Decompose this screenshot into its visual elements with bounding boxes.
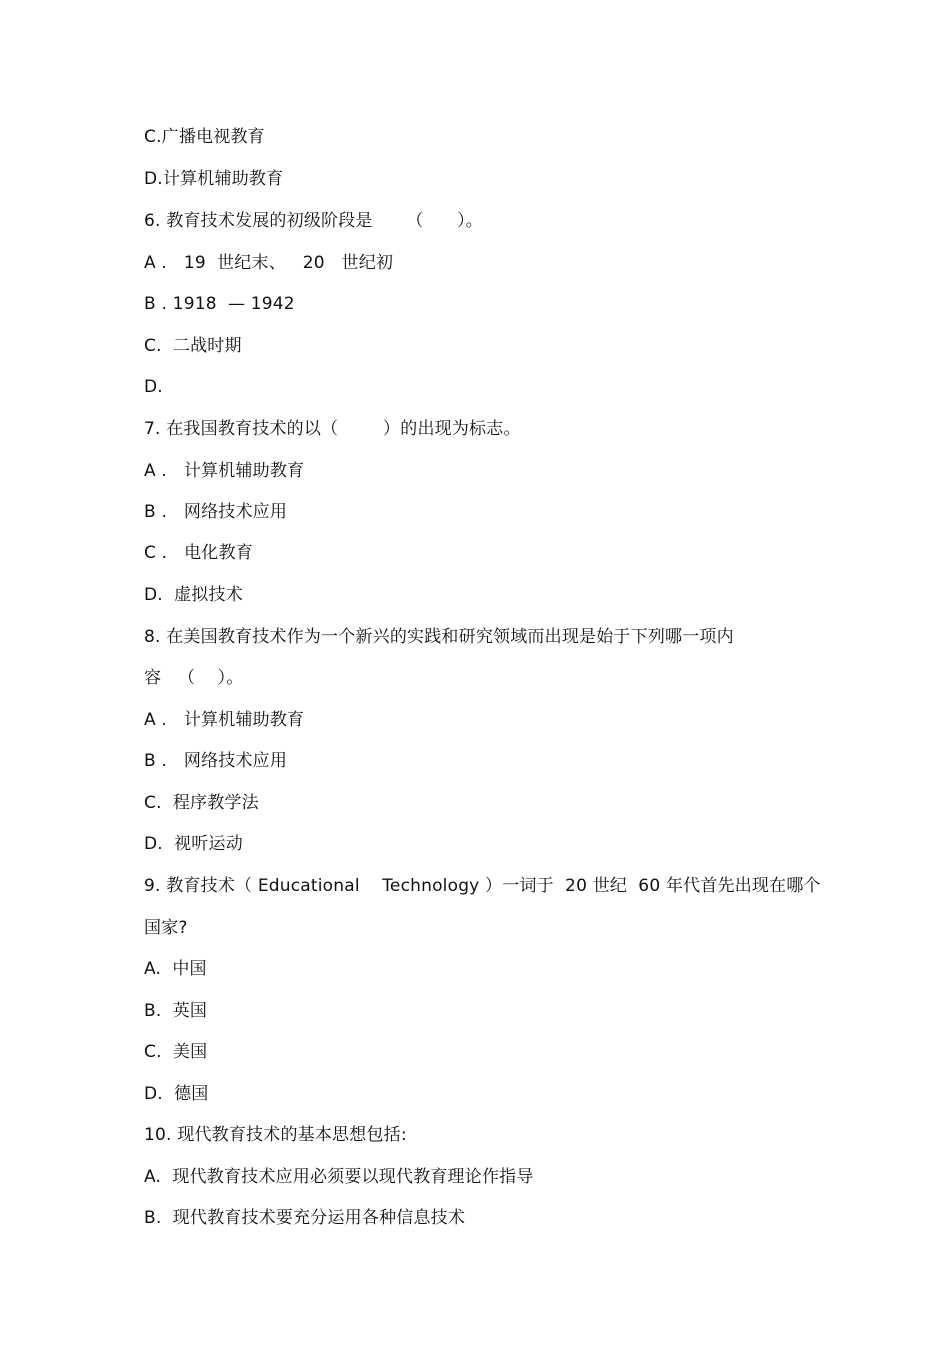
option-b-q8: B . 网络技术应用 bbox=[144, 751, 288, 771]
question-8: 8. 在美国教育技术作为一个新兴的实践和研究领域而出现是始于下列哪一项内 bbox=[144, 627, 734, 647]
option-c-q5: C.广播电视教育 bbox=[144, 127, 265, 147]
option-c-q8: C. 程序教学法 bbox=[144, 793, 259, 813]
question-9-continued: 国家? bbox=[144, 918, 188, 938]
option-a-q9: A. 中国 bbox=[144, 959, 207, 979]
question-6: 6. 教育技术发展的初级阶段是 （ ）。 bbox=[144, 211, 483, 231]
question-9: 9. 教育技术（ Educational Technology ）一词于 20 世纪 60 年代首先出现在哪个 bbox=[144, 876, 821, 896]
option-a-q6: A . 19 世纪末、 20 世纪初 bbox=[144, 253, 394, 273]
option-d-q6: D. bbox=[144, 377, 163, 397]
option-b-q10: B. 现代教育技术要充分运用各种信息技术 bbox=[144, 1208, 466, 1228]
option-d-q7: D. 虚拟技术 bbox=[144, 585, 243, 605]
option-b-q9: B. 英国 bbox=[144, 1001, 208, 1021]
option-b-q7: B . 网络技术应用 bbox=[144, 502, 288, 522]
option-d-q8: D. 视听运动 bbox=[144, 834, 243, 854]
option-c-q9: C. 美国 bbox=[144, 1042, 208, 1062]
option-a-q10: A. 现代教育技术应用必须要以现代教育理论作指导 bbox=[144, 1167, 534, 1187]
option-a-q8: A . 计算机辅助教育 bbox=[144, 710, 305, 730]
option-b-q6: B . 1918 — 1942 bbox=[144, 294, 295, 314]
option-c-q7: C . 电化教育 bbox=[144, 543, 253, 563]
question-7: 7. 在我国教育技术的以（ ）的出现为标志。 bbox=[144, 419, 521, 439]
question-10: 10. 现代教育技术的基本思想包括: bbox=[144, 1125, 407, 1145]
option-a-q7: A . 计算机辅助教育 bbox=[144, 461, 305, 481]
option-d-q5: D.计算机辅助教育 bbox=[144, 169, 284, 189]
option-d-q9: D. 德国 bbox=[144, 1084, 209, 1104]
option-c-q6: C. 二战时期 bbox=[144, 336, 242, 356]
question-8-continued: 容 （ ）。 bbox=[144, 668, 244, 688]
